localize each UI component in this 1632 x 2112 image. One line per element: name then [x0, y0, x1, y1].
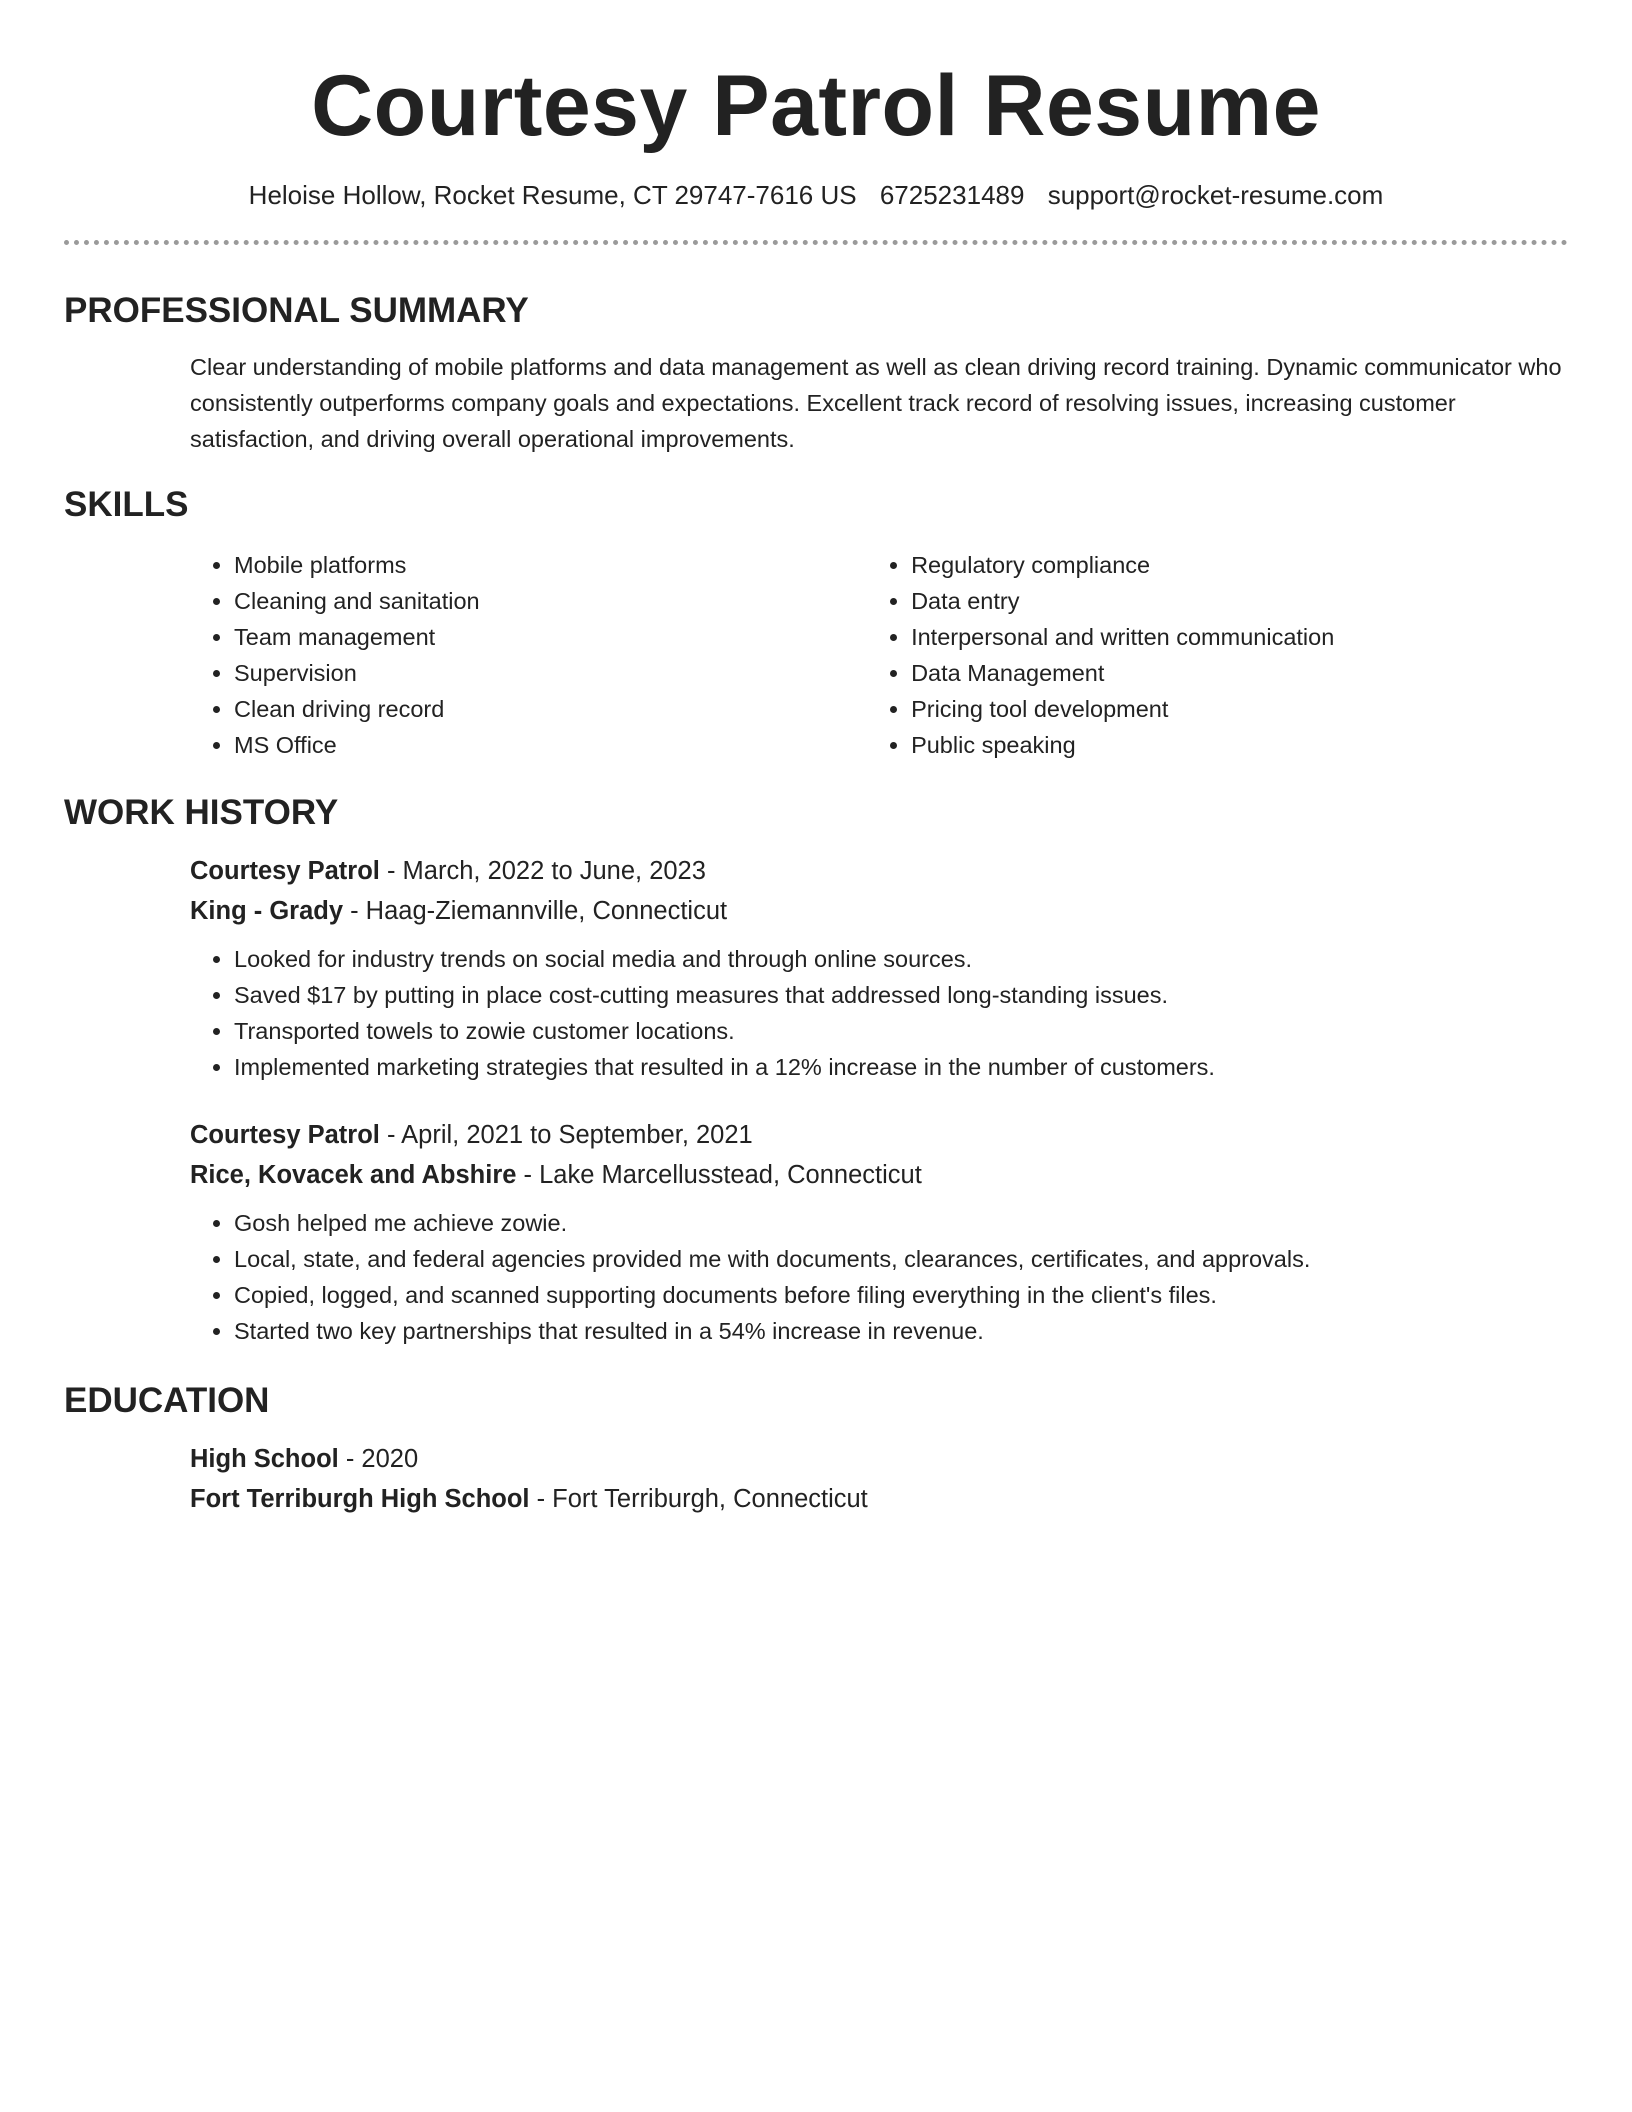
job-bullets [190, 1205, 1568, 1349]
job-location: - Haag-Ziemannville, Connecticut [343, 897, 728, 925]
summary-text: Clear understanding of mobile platforms and data management as well as clean driving record training. Dynamic communicator who consistently outperforms company goals and expectations. Excellent track record of resolving issues, increasing customer satisfaction, and driving overall operational improvements. [190, 354, 1562, 452]
skill-item: • Data entry [911, 583, 1568, 619]
education-school-line [190, 1479, 1568, 1519]
education-degree-line [190, 1439, 1568, 1479]
job-bullet: • Started two key partnerships that resulted in a 54% increase in revenue. [234, 1313, 1568, 1349]
contact-line [64, 178, 1568, 212]
skill-item: • Supervision [234, 655, 867, 691]
skill-item: • Cleaning and sanitation [234, 583, 867, 619]
contact-phone: 6725231489 [879, 180, 1025, 210]
education-location: - Fort Terriburgh, Connecticut [529, 1485, 868, 1513]
contact-address: Heloise Hollow, Rocket Resume, CT 29747-7616 US [248, 180, 857, 210]
job-bullet: • Local, state, and federal agencies provided me with documents, clearances, certificates, and approvals. [234, 1241, 1568, 1277]
skills-heading: SKILLS [64, 485, 189, 524]
skills-right-list [867, 547, 1568, 763]
resume-title: Courtesy Patrol Resume [311, 58, 1321, 154]
summary-section [64, 289, 1568, 457]
header-divider [64, 240, 1568, 245]
job-bullet: • Implemented marketing strategies that resulted in a 12% increase in the number of customers. [234, 1049, 1568, 1085]
skill-item: • Regulatory compliance [911, 547, 1568, 583]
job-entry [190, 1115, 1568, 1349]
education-entry [190, 1439, 1568, 1519]
job-company: King - Grady [190, 897, 344, 925]
skill-item: • Pricing tool development [911, 691, 1568, 727]
skill-item: • Interpersonal and written communication [911, 619, 1568, 655]
skills-columns [190, 547, 1568, 763]
job-bullet: • Copied, logged, and scanned supporting documents before filing everything in the client's files. [234, 1277, 1568, 1313]
job-role: Courtesy Patrol [190, 1121, 380, 1149]
education-school: Fort Terriburgh High School [190, 1485, 530, 1513]
job-bullet: • Gosh helped me achieve zowie. [234, 1205, 1568, 1241]
education-heading: EDUCATION [64, 1381, 270, 1420]
education-section [64, 1379, 1568, 1519]
resume-page [64, 0, 1568, 1519]
job-role: Courtesy Patrol [190, 857, 380, 885]
job-bullets [190, 941, 1568, 1085]
job-entry [190, 851, 1568, 1085]
job-company: Rice, Kovacek and Abshire [190, 1161, 517, 1189]
education-year: - 2020 [338, 1445, 419, 1473]
work-heading: WORK HISTORY [64, 793, 339, 832]
skill-item: • Data Management [911, 655, 1568, 691]
job-bullet: • Saved $17 by putting in place cost-cutting measures that addressed long-standing issues. [234, 977, 1568, 1013]
skill-item: • Mobile platforms [234, 547, 867, 583]
skill-item: • Public speaking [911, 727, 1568, 763]
education-degree: High School [190, 1445, 339, 1473]
job-bullet: • Transported towels to zowie customer locations. [234, 1013, 1568, 1049]
summary-heading: PROFESSIONAL SUMMARY [64, 291, 529, 330]
job-org-line [190, 891, 1568, 931]
job-org-line [190, 1155, 1568, 1195]
skills-section [64, 483, 1568, 763]
skill-item: • Team management [234, 619, 867, 655]
job-dates: - April, 2021 to September, 2021 [379, 1121, 753, 1149]
job-dates: - March, 2022 to June, 2023 [379, 857, 706, 885]
contact-email: support@rocket-resume.com [1047, 180, 1384, 210]
job-title-line [190, 1115, 1568, 1155]
job-title-line [190, 851, 1568, 891]
skill-item: • MS Office [234, 727, 867, 763]
skills-left-list [190, 547, 867, 763]
job-location: - Lake Marcellusstead, Connecticut [516, 1161, 922, 1189]
skill-item: • Clean driving record [234, 691, 867, 727]
work-section [64, 791, 1568, 1349]
job-bullet: • Looked for industry trends on social media and through online sources. [234, 941, 1568, 977]
